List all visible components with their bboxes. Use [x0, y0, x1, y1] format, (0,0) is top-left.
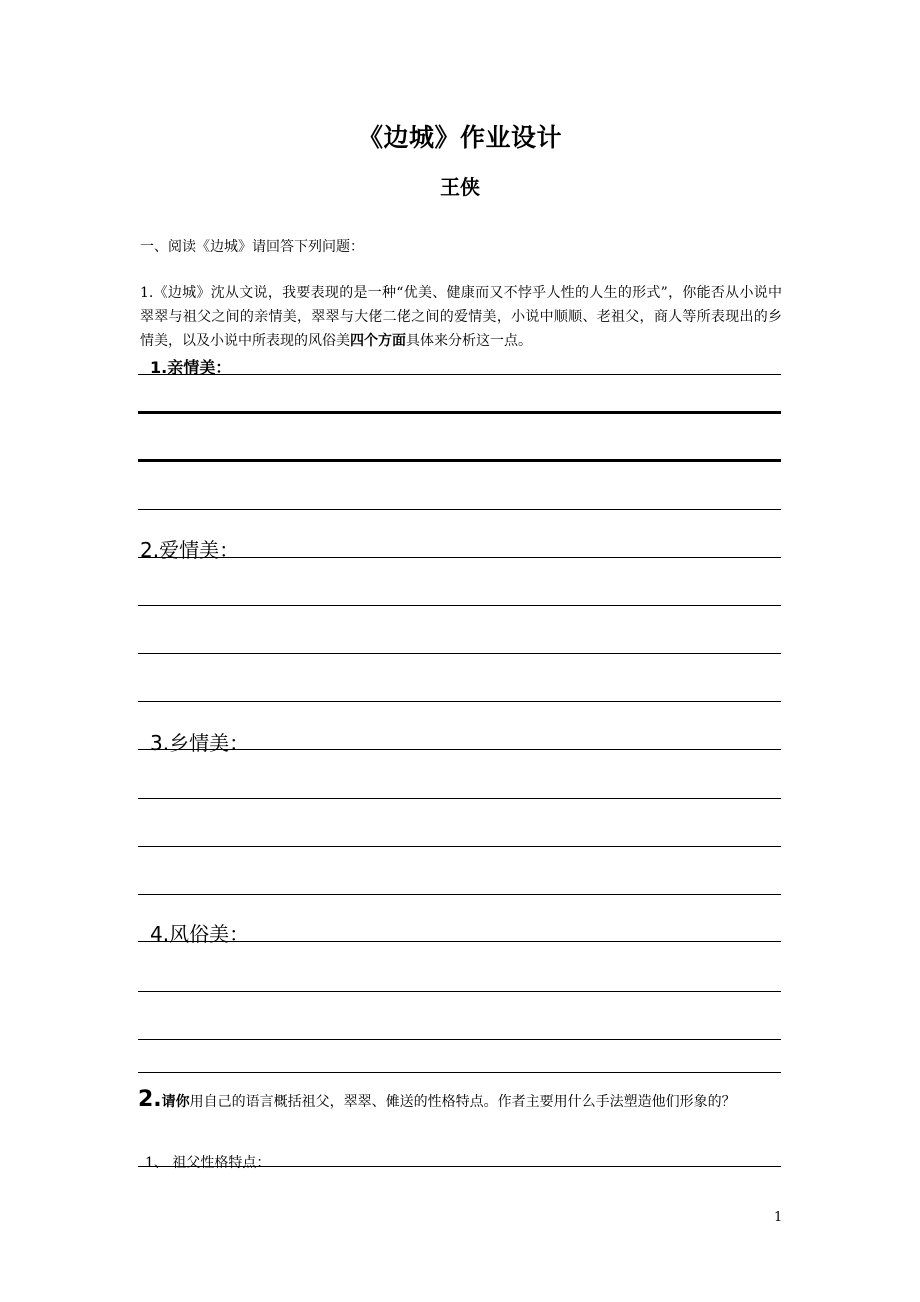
- answer-line: [138, 653, 781, 654]
- answer-line: [138, 749, 781, 750]
- question-2-text: 用自己的语言概括祖父，翠翠、傩送的性格特点。作者主要用什么手法塑造他们形象的？: [189, 1094, 736, 1110]
- label-love-beauty: 2.爱情美：: [140, 538, 240, 562]
- answer-line: [138, 1072, 781, 1073]
- answer-line: [138, 1039, 781, 1040]
- question-1-text: 1.《边城》沈从文说，我要表现的是一种“优美、健康而又不悖乎人性的人生的形式”，你能否从小说中翠翠与祖父之间的亲情美，翠翠与大佬二佬之间的爱情美，小说中顺顺、老祖父，商人等所表现出的乡情美，以及小说中所表现的风俗美: [140, 285, 782, 349]
- answer-line: [138, 557, 781, 558]
- question-2: [138, 1086, 783, 1116]
- document-title: 《边城》作业设计: [357, 123, 562, 152]
- question-1-text-end: 具体来分析这一点。: [406, 333, 532, 349]
- answer-line: [138, 798, 781, 799]
- question-2-lead: 请你: [161, 1094, 190, 1110]
- question-2-number: 2.: [138, 1087, 162, 1112]
- question-1: [140, 281, 782, 353]
- sub-item-grandfather: 1、 祖父性格特点：: [145, 1155, 271, 1171]
- answer-line: [138, 459, 781, 462]
- answer-line: [138, 1166, 781, 1167]
- question-1-emphasis: 四个方面: [350, 333, 406, 349]
- answer-line: [138, 374, 781, 375]
- section-heading: 一、阅读《边城》请回答下列问题：: [140, 239, 364, 255]
- answer-line: [138, 894, 781, 895]
- answer-line: [138, 846, 781, 847]
- answer-line: [138, 701, 781, 702]
- answer-line: [138, 605, 781, 606]
- answer-line: [138, 411, 781, 414]
- label-family-beauty: 1.亲情美：: [150, 358, 232, 377]
- page-number: 1: [774, 1210, 783, 1225]
- author-name: 王侠: [440, 175, 480, 199]
- label-hometown-beauty: 3.乡情美：: [150, 731, 250, 755]
- answer-line: [138, 991, 781, 992]
- answer-line: [138, 509, 781, 510]
- answer-line: [138, 941, 781, 942]
- label-custom-beauty: 4.风俗美：: [150, 922, 250, 946]
